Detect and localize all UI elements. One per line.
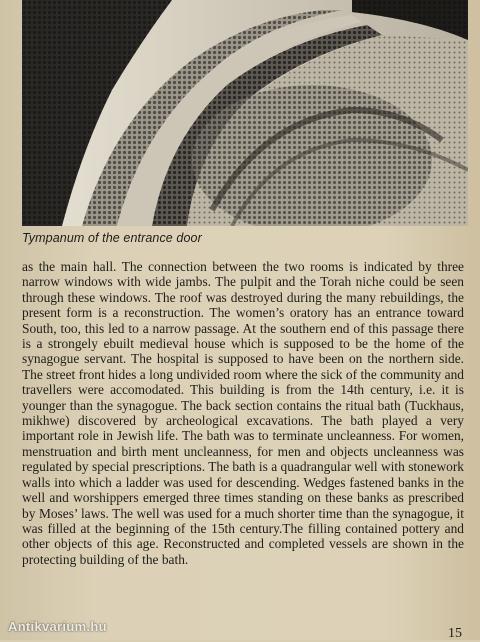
watermark-logo: Antikvarium.hu	[8, 619, 107, 634]
body-text	[22, 259, 464, 567]
tympanum-halftone-image	[22, 0, 468, 226]
tympanum-photo	[22, 0, 468, 226]
page-number: 15	[448, 626, 462, 641]
photo-caption: Tympanum of the entrance door	[22, 231, 202, 245]
body-paragraph: as the main hall. The connection between the two rooms is indicated by three narrow windows with wide jambs. The pulpit and the Torah niche could be seen through these windows. The roof was destroyed during the many rebuildings, the present form is a reconstruction. The women’s oratory has an entrance toward South, too, this led to a narrow passage. At the southern end of this passage there is a strongely ebuilt medieval house which is supposed to be the home of the synagogue servant. The hospital is supposed to have been on the northern side. The street front hides a long undivided room where the sick of the community and travellers were accomodated. This building is from the 14th century, i.e. it is younger than the synagogue. The back section contains the ritual bath (Tuckhaus, mikhwe) discovered by archeological excavations. The bath played a very important role in Jewish life. The bath was to terminate uncleanness. For women, menstruation and birth ment uncleanness, for men and objects uncleanness was regulated by special prescriptions. The bath is a quadrangular well with stonework walls into which a ladder was used for descending. Wedges fastened banks in the well and worshippers emerged three times standing on these banks as prescribed by Moses’ laws. The well was used for a much shorter time than the synagogue, it was filled at the beginning of the 15th century.The filling contained pottery and other objects of this age. Reconstructed and completed vessels are shown in the protecting building of the bath.	[22, 259, 464, 567]
